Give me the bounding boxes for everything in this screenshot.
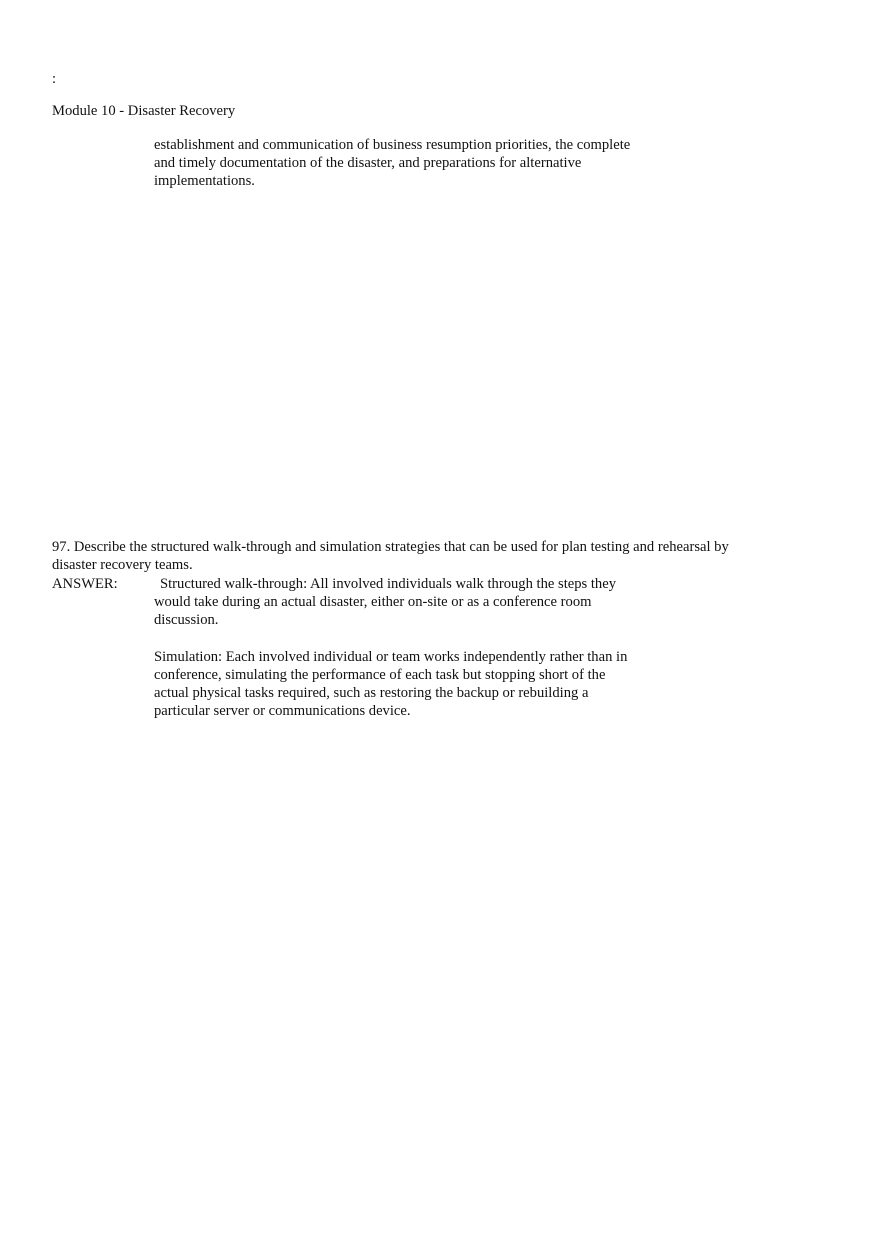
answer-line: Structured walk-through: All involved individuals walk through the steps they	[160, 576, 616, 592]
continuation-line: establishment and communication of business resumption priorities, the complete	[154, 137, 631, 153]
answer-paragraph-structured-walkthrough	[154, 575, 616, 629]
answer-line: conference, simulating the performance of each task but stopping short of the	[154, 667, 606, 683]
continuation-line: and timely documentation of the disaster, and preparations for alternative	[154, 155, 582, 171]
page-colon-marker: :	[52, 71, 57, 87]
answer-label: ANSWER:	[52, 576, 118, 592]
question-line: 97. Describe the structured walk-through and simulation strategies that can be used for plan testing and rehearsal by	[52, 539, 729, 555]
answer-line: Simulation: Each involved individual or team works independently rather than in	[154, 649, 628, 665]
question-97	[52, 538, 729, 574]
answer-line: discussion.	[154, 612, 219, 628]
continuation-line: implementations.	[154, 173, 255, 189]
module-title: Module 10 - Disaster Recovery	[52, 103, 236, 119]
answer-line: particular server or communications device.	[154, 703, 411, 719]
answer-line: would take during an actual disaster, either on-site or as a conference room	[154, 594, 592, 610]
answer-paragraph-simulation	[154, 648, 627, 720]
question-line: disaster recovery teams.	[52, 557, 193, 573]
answer-line: actual physical tasks required, such as restoring the backup or rebuilding a	[154, 685, 589, 701]
previous-answer-continuation	[154, 136, 630, 190]
